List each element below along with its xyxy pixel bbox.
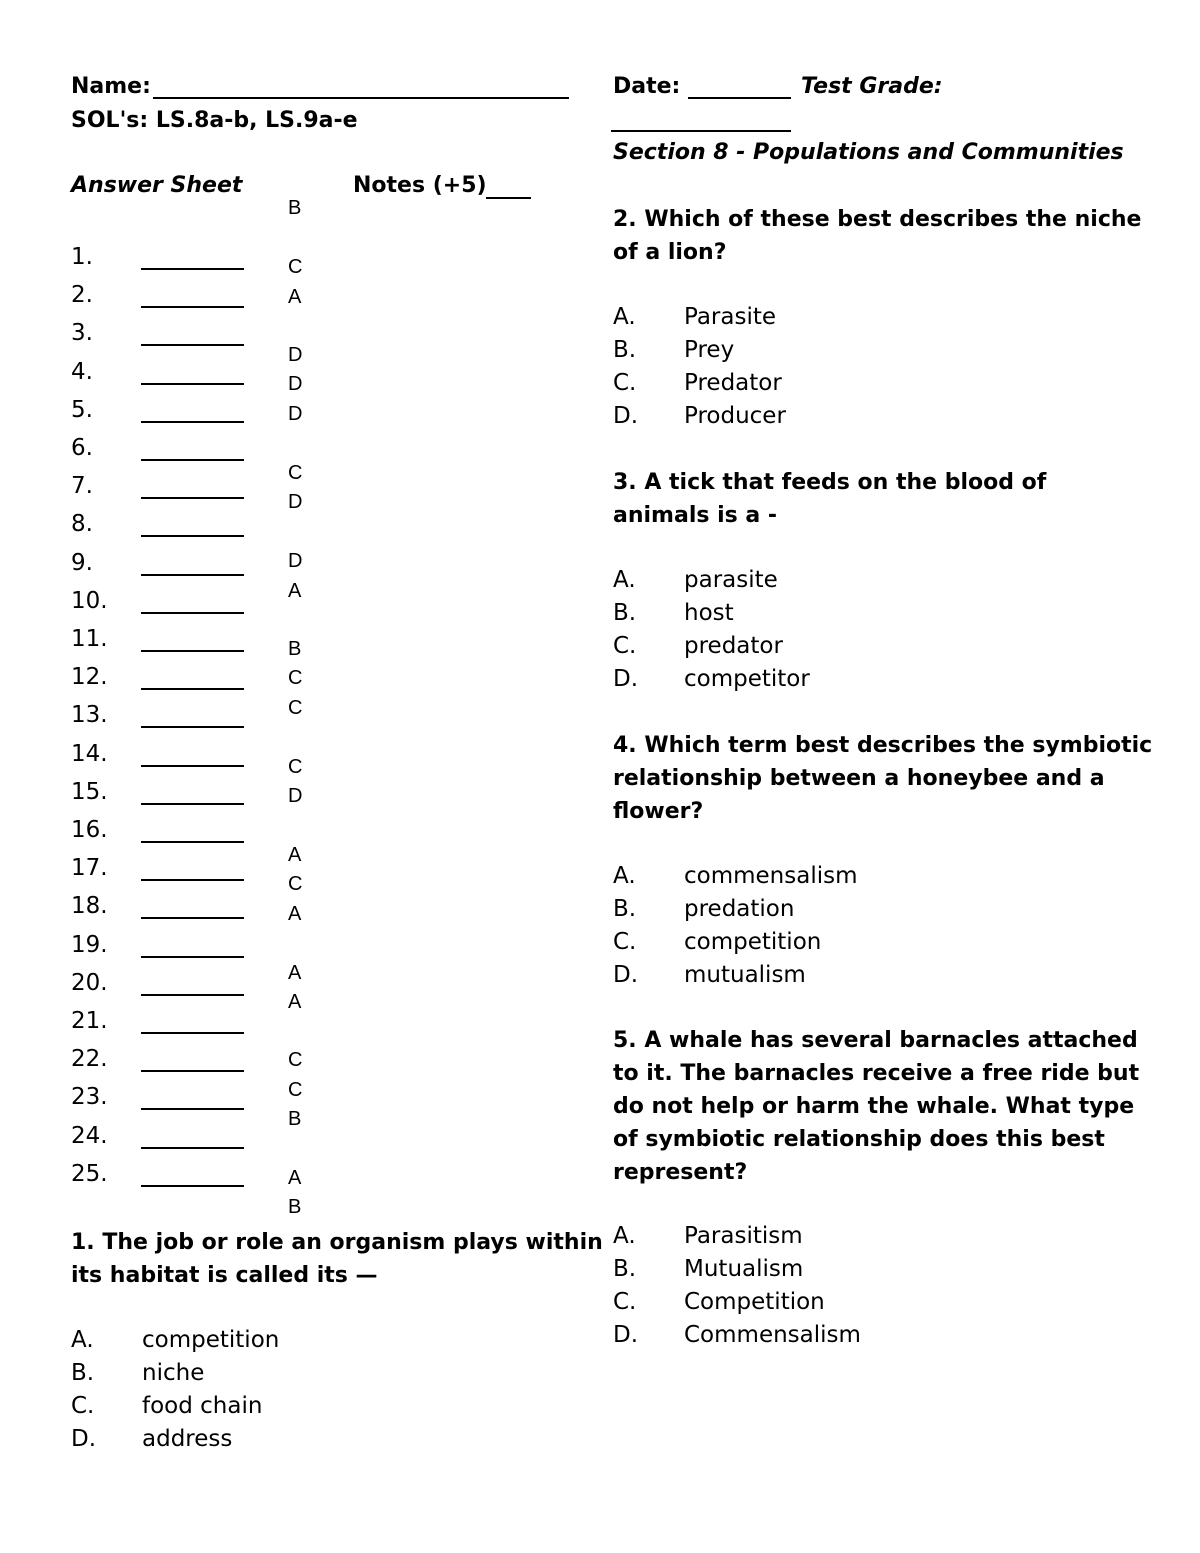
question-2-option[interactable] [613,334,1013,367]
option-text: niche [142,1360,205,1386]
test-grade-blank[interactable] [611,130,791,132]
option-text: Prey [684,337,735,363]
answer-number: 18. [71,893,108,920]
answer-key-letter: A [288,580,302,602]
sol-label: SOL's: LS.8a-b, LS.9a-e [71,108,358,133]
option-letter: C. [613,929,637,955]
question-3-stem [613,466,1046,532]
question-text-line: relationship between a honeybee and a [613,766,1105,791]
answer-key-letter: A [288,991,302,1013]
option-text: Competition [684,1289,825,1315]
question-2-option[interactable] [613,400,1013,433]
question-4-stem [613,729,1152,828]
answer-key-letter: D [288,403,303,425]
notes-blank[interactable] [486,197,531,199]
answer-blank[interactable] [141,917,244,919]
option-text: host [684,600,734,626]
answer-number: 11. [71,626,108,652]
question-4-option[interactable] [613,860,1013,893]
option-text: Commensalism [684,1322,861,1348]
option-text: competitor [684,666,810,692]
option-text: address [142,1426,233,1452]
question-number: 1. [71,1230,95,1255]
answer-blank[interactable] [141,306,244,308]
answer-key-letter: A [288,962,302,984]
question-text-line: to it. The barnacles receive a free ride but [613,1061,1140,1086]
answer-blank[interactable] [141,268,244,270]
option-text: Predator [684,370,782,396]
question-1-stem [71,1226,603,1292]
option-letter: B. [71,1360,95,1386]
option-text: competition [684,929,822,955]
option-letter: A. [71,1327,94,1353]
option-letter: D. [613,1322,639,1348]
option-letter: D. [613,962,639,988]
option-letter: A. [613,1223,636,1249]
question-text-line: A tick that feeds on the blood of [644,470,1047,495]
option-letter: A. [613,304,636,330]
answer-blank[interactable] [141,1070,244,1072]
answer-number: 17. [71,855,108,882]
answer-number: 19. [71,931,108,958]
section-title: Section 8 - Populations and Communities [613,140,1124,165]
question-5-stem [613,1024,1139,1189]
answer-number: 9. [71,549,93,576]
question-number: 3. [613,470,637,495]
question-5-option[interactable] [613,1220,1013,1253]
question-3-option[interactable] [613,630,1013,663]
option-letter: D. [613,403,639,429]
answer-number: 20. [71,969,108,996]
answer-blank[interactable] [141,459,244,461]
question-text-line: represent? [613,1160,748,1185]
answer-blank[interactable] [141,1185,244,1187]
question-2-option[interactable] [613,367,1013,400]
answer-key-letter: D [288,550,303,572]
question-1-option[interactable] [71,1423,471,1456]
answer-key-letter: C [288,1049,303,1071]
answer-key-letter: B [288,1108,302,1130]
answer-number: 24. [71,1122,108,1149]
answer-blank[interactable] [141,994,244,996]
question-text-line: The job or role an organism plays within [102,1230,603,1255]
answer-number: 4. [71,358,93,385]
answer-key-letter: A [288,903,302,925]
option-text: Parasitism [684,1223,803,1249]
answer-blank[interactable] [141,1108,244,1110]
question-3-option[interactable] [613,663,1013,696]
answer-blank[interactable] [141,1032,244,1034]
date-label: Date: [613,74,681,99]
question-number: 2. [613,207,637,232]
answer-number: 22. [71,1046,108,1073]
answer-blank[interactable] [141,574,244,576]
answer-number: 5. [71,396,93,423]
answer-number: 1. [71,244,93,270]
date-blank[interactable] [688,97,791,99]
name-blank[interactable] [153,97,569,99]
answer-key-letter: C [288,256,303,278]
answer-blank[interactable] [141,765,244,767]
answer-blank[interactable] [141,612,244,614]
option-letter: D. [71,1426,97,1452]
option-text: predation [684,896,795,922]
answer-key-letter: A [288,1167,302,1189]
answer-key-letter: D [288,373,303,395]
answer-blank[interactable] [141,726,244,728]
option-letter: C. [613,1289,637,1315]
answer-number: 2. [71,282,93,309]
answer-number: 21. [71,1008,108,1034]
answer-number: 14. [71,740,108,767]
answer-key-letter: C [288,873,303,895]
answer-key-letter: C [288,697,303,719]
answer-key-letter: B [288,638,302,660]
test-grade-label: Test Grade: [801,74,943,99]
answer-number: 16. [71,817,108,843]
option-text: Parasite [684,304,777,330]
question-text-line: of a lion? [613,240,727,265]
answer-blank[interactable] [141,841,244,843]
option-letter: A. [613,863,636,889]
answer-number: 13. [71,702,108,729]
question-text-line: A whale has several barnacles attached [644,1028,1138,1053]
answer-blank[interactable] [141,956,244,958]
question-3-option[interactable] [613,564,1013,597]
question-text-line: of symbiotic relationship does this best [613,1127,1105,1152]
question-5-option[interactable] [613,1319,1013,1352]
option-letter: C. [613,633,637,659]
question-number: 4. [613,733,637,758]
answer-blank[interactable] [141,650,244,652]
question-1-option[interactable] [71,1390,471,1423]
option-text: commensalism [684,863,858,889]
option-text: predator [684,633,783,659]
answer-blank[interactable] [141,421,244,423]
answer-blank[interactable] [141,803,244,805]
question-4-option[interactable] [613,926,1013,959]
answer-number: 10. [71,587,108,614]
answer-blank[interactable] [141,688,244,690]
answer-key-letter: B [288,197,302,219]
answer-blank[interactable] [141,879,244,881]
notes-label: Notes (+5) [353,173,487,198]
answer-key-letter: C [288,1079,303,1101]
answer-key-letter: A [288,286,302,308]
answer-blank[interactable] [141,535,244,537]
question-4-option[interactable] [613,893,1013,926]
answer-key-letter: C [288,756,303,778]
option-text: mutualism [684,962,806,988]
question-text-line: flower? [613,799,704,824]
option-letter: B. [613,337,637,363]
option-text: food chain [142,1393,263,1419]
option-letter: D. [613,666,639,692]
question-text-line: do not help or harm the whale. What type [613,1094,1135,1119]
question-4-option[interactable] [613,959,1013,992]
question-1-option[interactable] [71,1357,471,1390]
answer-number: 12. [71,664,108,691]
answer-key-letter: D [288,785,303,807]
answer-blank[interactable] [141,1147,244,1149]
answer-key-letter: C [288,462,303,484]
question-1-option[interactable] [71,1324,471,1357]
option-letter: A. [613,567,636,593]
answer-number: 6. [71,435,93,461]
answer-blank[interactable] [141,497,244,499]
answer-key-letter: C [288,667,303,689]
answer-key-letter: D [288,491,303,513]
option-letter: C. [71,1393,95,1419]
question-text-line: Which of these best describes the niche [644,207,1142,232]
option-text: Producer [684,403,786,429]
answer-number: 25. [71,1160,108,1187]
answer-blank[interactable] [141,344,244,346]
question-2-option[interactable] [613,301,1013,334]
answer-number: 23. [71,1084,108,1111]
option-letter: C. [613,370,637,396]
question-3-option[interactable] [613,597,1013,630]
option-text: competition [142,1327,280,1353]
answer-number: 3. [71,320,93,347]
question-text-line: animals is a - [613,503,778,528]
question-2-stem [613,203,1141,269]
question-5-option[interactable] [613,1253,1013,1286]
name-label: Name: [71,74,151,99]
answer-sheet-title: Answer Sheet [71,173,243,198]
question-text-line: its habitat is called its — [71,1263,378,1288]
question-5-option[interactable] [613,1286,1013,1319]
option-text: parasite [684,567,778,593]
answer-number: 15. [71,778,108,805]
answer-blank[interactable] [141,383,244,385]
answer-number: 8. [71,511,93,538]
option-text: Mutualism [684,1256,804,1282]
option-letter: B. [613,896,637,922]
option-letter: B. [613,1256,637,1282]
answer-key-letter: A [288,844,302,866]
question-number: 5. [613,1028,637,1053]
question-text-line: Which term best describes the symbiotic [644,733,1153,758]
option-letter: B. [613,600,637,626]
answer-key-letter: D [288,344,303,366]
answer-number: 7. [71,473,93,500]
answer-key-letter: B [288,1196,302,1218]
